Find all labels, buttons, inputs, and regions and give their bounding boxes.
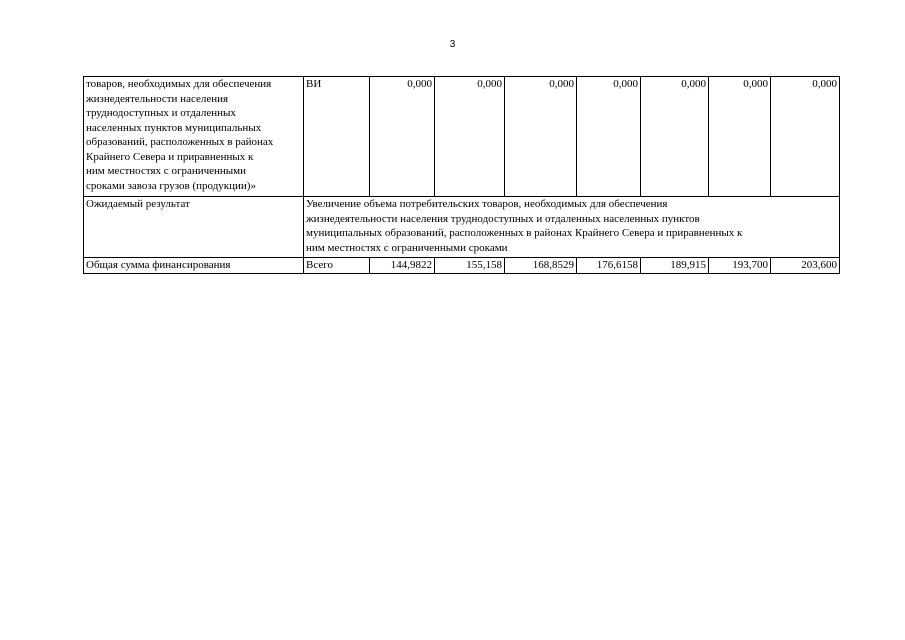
expected-result-text	[304, 197, 840, 258]
result-line: Увеличение объема потребительских товаров, необходимых для обеспечения	[306, 198, 668, 210]
table-row-total	[84, 258, 840, 274]
result-line: муниципальных образований, расположенных в районах Крайнего Севера и приравненных к	[306, 227, 743, 239]
result-line: жизнедеятельности населения труднодоступных и отдаленных населенных пунктов	[306, 212, 700, 225]
label-line: товаров, необходимых для обеспечения	[86, 78, 272, 90]
value-cell: 144,9822	[370, 258, 435, 274]
row-label: Ожидаемый результат	[84, 197, 304, 258]
value-cell: 203,600	[771, 258, 840, 274]
value-cell: 0,000	[709, 77, 771, 197]
label-line: образований, расположенных в районах	[86, 136, 274, 148]
funding-source-cell: ВИ	[304, 77, 370, 197]
value-cell: 189,915	[641, 258, 709, 274]
value-cell: 0,000	[370, 77, 435, 197]
funding-source-cell: Всего	[304, 258, 370, 274]
value-cell: 176,6158	[577, 258, 641, 274]
table-row-continuation	[84, 77, 840, 197]
label-line: населенных пунктов муниципальных	[86, 121, 262, 134]
value-cell: 0,000	[641, 77, 709, 197]
value-cell: 193,700	[709, 258, 771, 274]
label-line: ним местностях с ограниченными	[86, 165, 247, 177]
table-row-expected-result	[84, 197, 840, 258]
value-cell: 0,000	[435, 77, 505, 197]
label-line: сроками завоза грузов (продукции)»	[86, 179, 256, 192]
label-line: Крайнего Севера и приравненных к	[86, 150, 254, 163]
row-label	[84, 77, 304, 197]
financing-table	[83, 76, 840, 274]
page-number: 3	[449, 39, 456, 50]
value-cell: 155,158	[435, 258, 505, 274]
value-cell: 0,000	[577, 77, 641, 197]
value-cell: 0,000	[505, 77, 577, 197]
result-line: ним местностях с ограниченными сроками	[306, 241, 508, 254]
label-line: жизнедеятельности населения	[86, 92, 229, 105]
value-cell: 0,000	[771, 77, 840, 197]
label-line: труднодоступных и отдаленных	[86, 107, 236, 119]
row-label: Общая сумма финансирования	[84, 258, 304, 274]
value-cell: 168,8529	[505, 258, 577, 274]
